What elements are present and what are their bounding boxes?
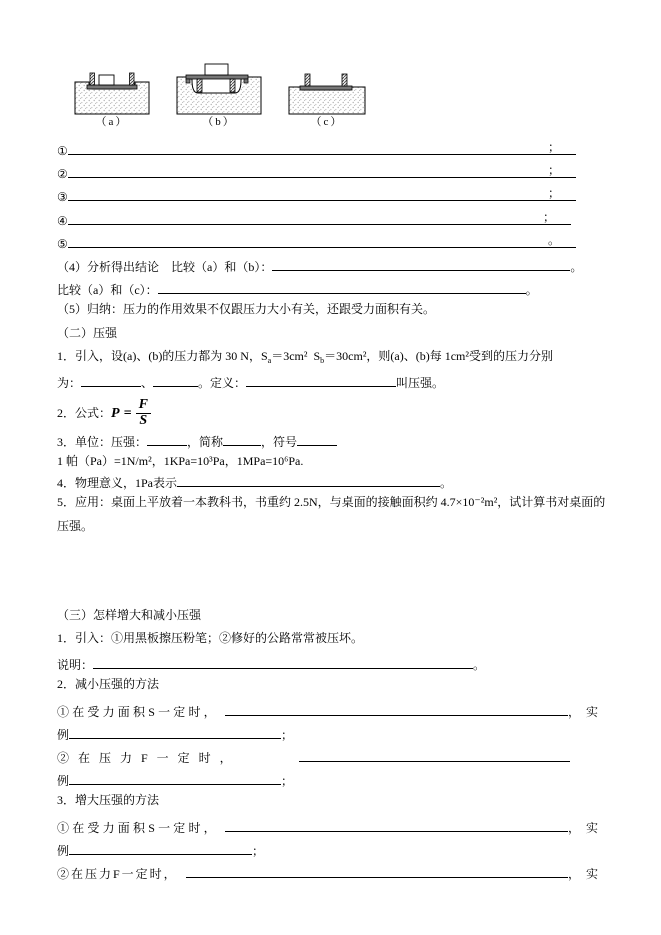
blank-underline[interactable]: [68, 140, 576, 155]
blank-underline[interactable]: [223, 431, 261, 446]
worksheet-body: [57, 140, 604, 886]
circled-number: ④: [57, 213, 68, 228]
intro-text: 为：: [57, 375, 82, 390]
diagram-a-inverted-table-with-weight-icon: [73, 69, 151, 115]
unit-label: 3．单位：压强：: [57, 435, 148, 450]
formula-equals: =: [123, 405, 132, 421]
reduce-example1-line: [57, 724, 604, 747]
line-end-punct: ；: [547, 186, 560, 201]
blank-underline[interactable]: [297, 431, 337, 446]
blank-underline[interactable]: [246, 372, 396, 387]
application-line1: [57, 495, 604, 518]
section2-heading: [57, 326, 604, 349]
compare-ab-line: [57, 256, 604, 279]
note-label: 说明：: [57, 658, 94, 673]
reduce-item1-line: [57, 701, 604, 724]
pressure-intro-line2: [57, 372, 604, 395]
formula-line: [57, 395, 604, 431]
figure-a: [73, 69, 151, 128]
unit-line: [57, 431, 604, 454]
unit-short-label: ，简称: [187, 435, 224, 450]
formula-fraction: [136, 398, 151, 428]
application-text: 压强。: [57, 518, 94, 533]
line-end-punct: 。: [547, 232, 560, 247]
period: 。: [473, 658, 486, 673]
compare-ac-label: 比较（a）和（c）：: [57, 283, 158, 298]
methods-intro-line: [57, 631, 604, 654]
pa-conversion-line: [57, 454, 604, 472]
increase-heading-text: 3．增大压强的方法: [57, 793, 160, 808]
blank-underline[interactable]: [93, 654, 473, 669]
intro-text: 1．引入，设(a)、(b)的压力都为 30 N，S: [57, 348, 268, 363]
increase-item2-line: [57, 863, 604, 886]
blank-underline[interactable]: [153, 372, 198, 387]
compare-ab-label: （4）分析得出结论 比较（a）和（b）：: [57, 259, 273, 274]
meaning-line: [57, 472, 604, 495]
application-line2: [57, 519, 604, 542]
increase-example1-line: [57, 840, 604, 863]
blank-underline[interactable]: [68, 210, 571, 225]
formula-denominator: S: [139, 412, 148, 428]
observation-line-2: [57, 163, 604, 186]
line-end-punct: ；: [542, 209, 555, 224]
example-label: 例: [57, 843, 70, 858]
figure-caption-a: （a）: [95, 116, 129, 128]
section3-title: （三）怎样增大和减小压强: [57, 607, 202, 622]
example-label: 例: [57, 774, 70, 789]
blank-underline[interactable]: [81, 372, 141, 387]
reduce-item2-label: ②在压力F一定时，: [57, 750, 241, 765]
observation-line-5: [57, 233, 604, 256]
blank-underline[interactable]: [186, 863, 568, 878]
increase-item2-suffix: ，实: [567, 866, 604, 881]
reduce-heading-line: [57, 677, 604, 700]
conclusion-line: [57, 302, 604, 325]
blank-underline[interactable]: [177, 472, 440, 487]
increase-item1-suffix: ，实: [567, 820, 604, 835]
period: 。: [440, 476, 453, 491]
figure-caption-b: （b）: [202, 116, 236, 128]
pa-conversion-text: 1 帕（Pa）=1N/m²，1KPa=10³Pa，1MPa=10⁶Pa.: [57, 454, 304, 469]
reduce-heading-text: 2．减小压强的方法: [57, 677, 160, 692]
figure-b: [175, 63, 263, 128]
figure-caption-c: （c）: [310, 116, 344, 128]
blank-underline[interactable]: [69, 840, 252, 855]
period: 。: [570, 259, 583, 274]
increase-item1-line: [57, 817, 604, 840]
pressure-effect-figure: [73, 62, 604, 128]
section3-heading: [57, 608, 604, 631]
line-end-punct: ；: [547, 140, 560, 154]
figure-c: [287, 71, 367, 128]
example-label: 例: [57, 727, 70, 742]
compare-ac-line: [57, 279, 604, 302]
pressure-intro-line1: [57, 349, 604, 372]
unit-symbol-label: ，符号: [261, 435, 298, 450]
application-text: 5．应用：桌面上平放着一本教科书，书重约 2.5N，与桌面的接触面积约 4.7×10⁻²m²，试计算书对桌面的: [57, 495, 606, 510]
blank-underline[interactable]: [69, 770, 281, 785]
blank-underline[interactable]: [147, 431, 187, 446]
definition-suffix: 叫压强。: [396, 375, 445, 390]
semicolon: ；: [252, 843, 265, 858]
subscript-b: b: [320, 355, 325, 365]
formula-P: P: [111, 405, 120, 421]
circled-number: ①: [57, 144, 68, 158]
reduce-item1-label: ①在受力面积S一定时，: [57, 704, 219, 719]
reduce-item2-line: [57, 747, 604, 770]
blank-underline[interactable]: [299, 747, 570, 762]
observation-line-1: [57, 140, 604, 163]
formula-numerator: F: [136, 398, 151, 414]
increase-item1-label: ①在受力面积S一定时，: [57, 820, 219, 835]
blank-underline[interactable]: [225, 701, 568, 716]
formula-label: 2．公式：: [57, 405, 112, 420]
blank-underline[interactable]: [68, 233, 576, 248]
semicolon: ；: [281, 727, 294, 742]
blank-underline[interactable]: [69, 724, 281, 739]
meaning-label: 4．物理意义，1Pa表示: [57, 476, 178, 491]
diagram-b-table-sunk-with-weight-icon: [175, 63, 263, 115]
reduce-item1-suffix: ，实: [567, 704, 604, 719]
increase-item2-label: ②在压力F一定时，: [57, 866, 178, 881]
subscript-a: a: [267, 355, 272, 365]
conclusion-text: （5）归纳：压力的作用效果不仅跟压力大小有关，还跟受力面积有关。: [57, 302, 436, 317]
circled-number: ②: [57, 167, 68, 182]
diagram-c-inverted-table-icon: [287, 71, 367, 115]
section2-title: （二）压强: [57, 325, 118, 340]
definition-label: 。定义：: [198, 375, 247, 390]
intro-text: ＝30cm²，则(a)、(b)每 1cm²受到的压力分别: [324, 348, 553, 363]
observation-line-3: [57, 186, 604, 209]
note-line: [57, 654, 604, 677]
semicolon: ；: [281, 774, 294, 789]
blank-underline[interactable]: [68, 163, 576, 178]
observation-line-4: [57, 210, 604, 233]
separator: 、: [141, 375, 154, 390]
reduce-example2-line: [57, 770, 604, 793]
methods-intro-text: 1．引入：①用黑板擦压粉笔；②修好的公路常常被压坏。: [57, 631, 364, 645]
blank-underline[interactable]: [68, 186, 576, 201]
increase-heading-line: [57, 793, 604, 816]
intro-text: ＝3cm² S: [271, 348, 321, 363]
circled-number: ⑤: [57, 236, 68, 251]
blank-underline[interactable]: [158, 279, 526, 294]
pressure-formula: [111, 398, 151, 428]
line-end-punct: ；: [547, 163, 560, 178]
blank-underline[interactable]: [272, 256, 570, 271]
blank-underline[interactable]: [225, 817, 568, 832]
circled-number: ③: [57, 190, 68, 205]
period: 。: [525, 283, 538, 298]
